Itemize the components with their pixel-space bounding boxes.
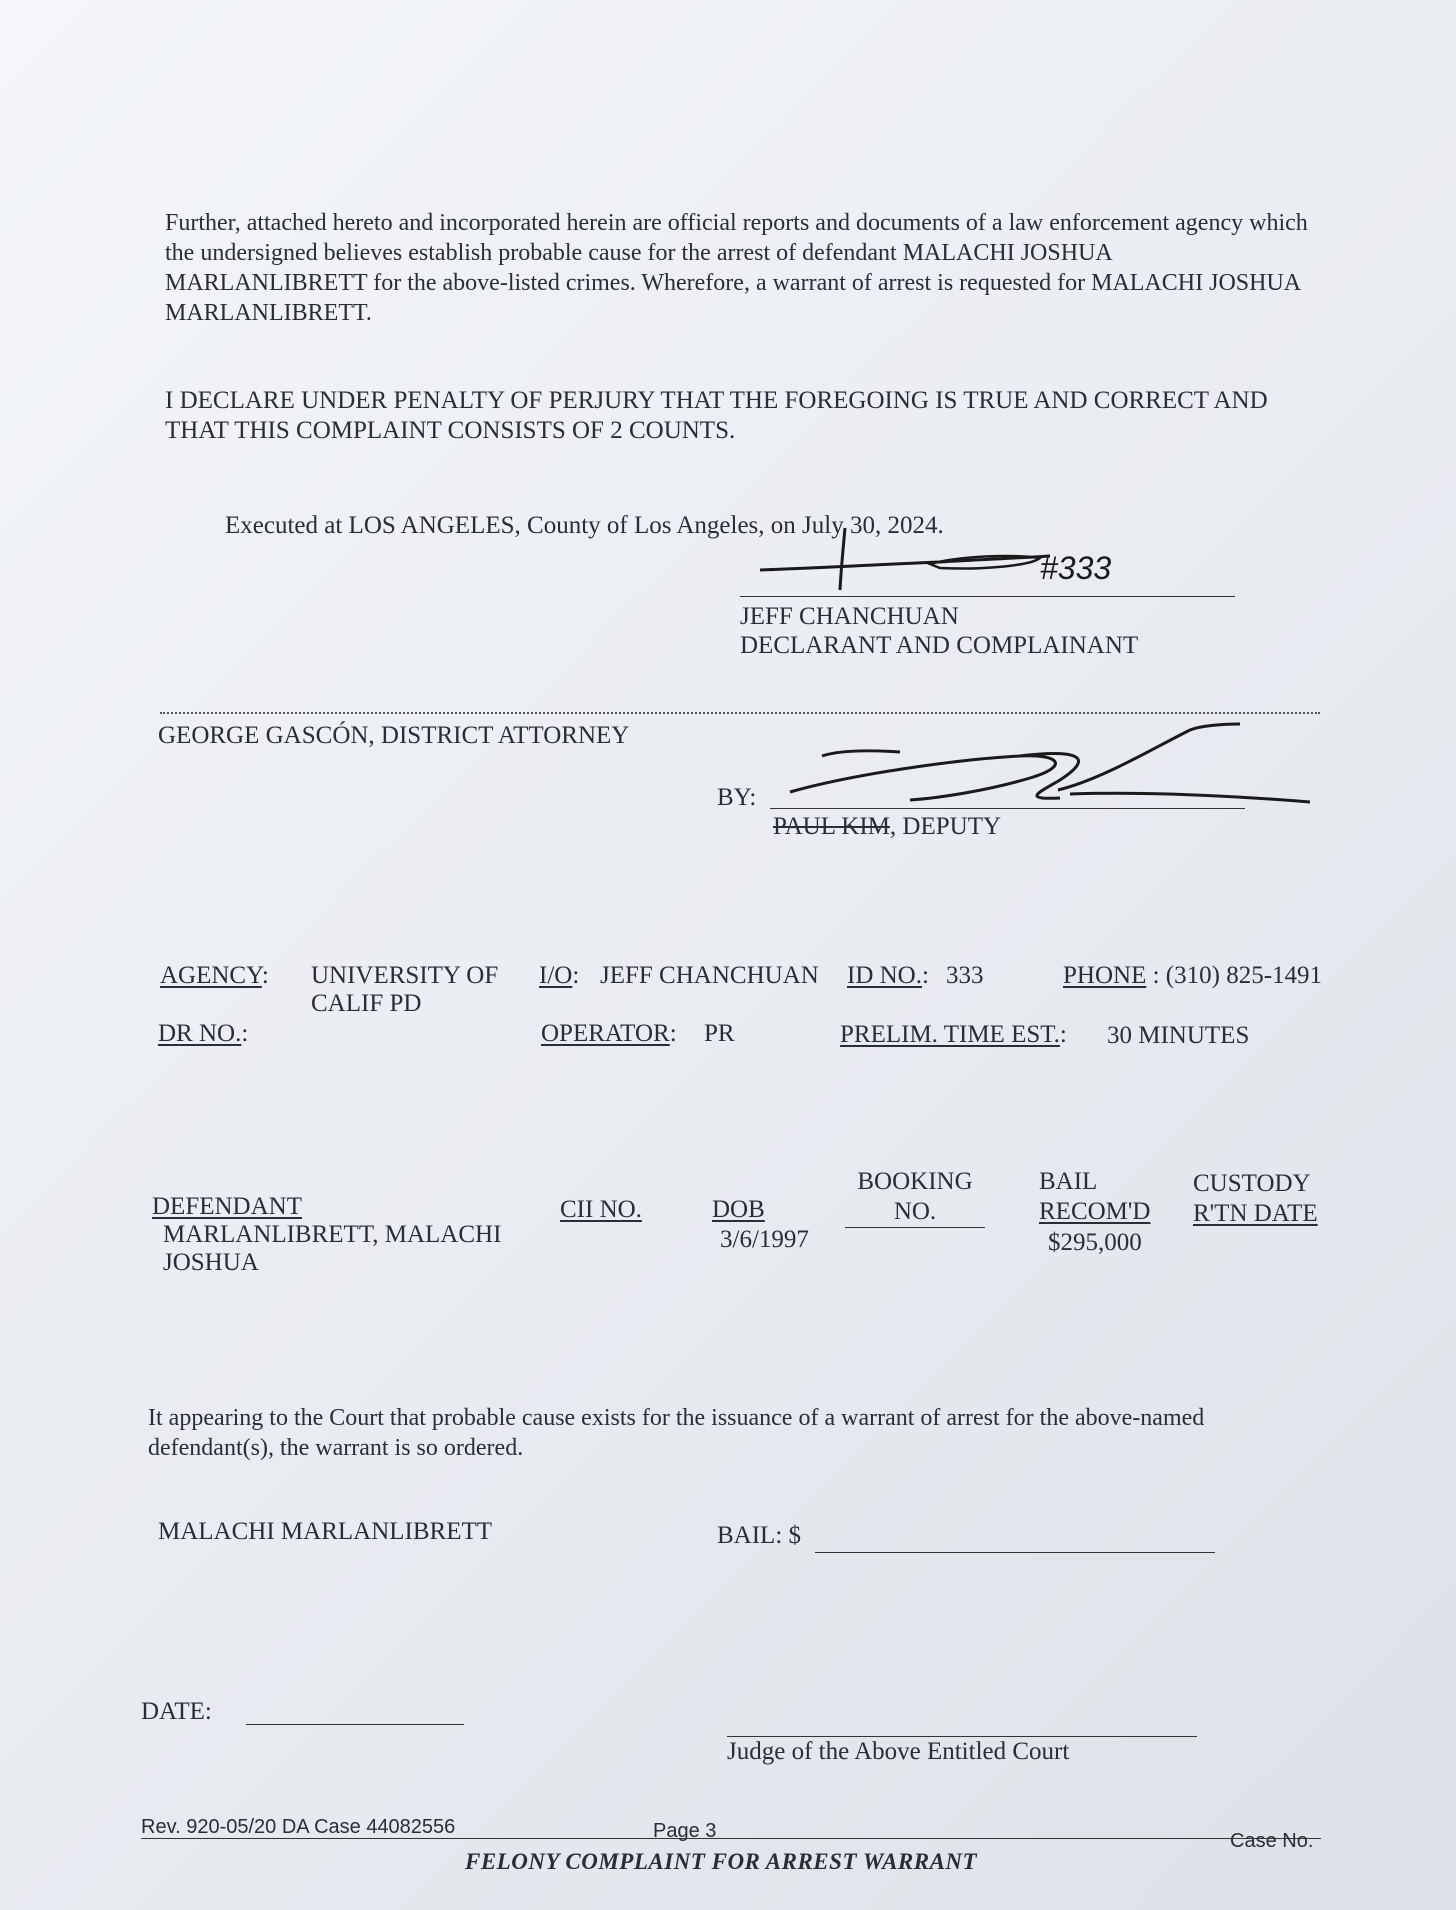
operator-field: OPERATOR: [541, 1020, 677, 1047]
io-field: I/O: [539, 962, 580, 989]
id-label: ID NO. [847, 962, 922, 989]
dr-field: DR NO.: [158, 1020, 249, 1047]
prelim-label: PRELIM. TIME EST. [840, 1021, 1060, 1048]
footer-page: Page 3 [653, 1820, 717, 1842]
judge-label: Judge of the Above Entitled Court [727, 1738, 1070, 1765]
footer-case-no: Case No. [1230, 1830, 1314, 1852]
defendant-name-line2: JOSHUA [163, 1249, 259, 1276]
phone-label: PHONE [1063, 962, 1147, 989]
footer-rule [141, 1838, 1321, 1839]
phone-field: PHONE : (310) 825-1491 [1063, 962, 1323, 989]
order-paragraph: It appearing to the Court that probable cause exists for the issuance of a warrant of arrest for the above-named defendant(s), the warrant is so ordered. [148, 1405, 1205, 1461]
booking-header: BOOKING NO. [845, 1167, 985, 1228]
deputy-signature [770, 720, 1310, 820]
agency-value-line1: UNIVERSITY OF [311, 962, 499, 989]
io-label: I/O [539, 962, 573, 989]
agency-value-line2: CALIF PD [311, 990, 422, 1017]
declarant-name: JEFF CHANCHUAN [740, 603, 959, 630]
defendant-dob: 3/6/1997 [720, 1226, 809, 1253]
cii-header: CII NO. [560, 1196, 642, 1223]
dob-header: DOB [712, 1196, 765, 1223]
operator-label: OPERATOR [541, 1020, 670, 1047]
by-label: BY: [717, 784, 757, 811]
deputy-name-struck: PAUL KIM [773, 813, 890, 840]
id-field: ID NO.: [847, 962, 929, 989]
date-line [246, 1724, 464, 1725]
agency-label: AGENCY [160, 962, 262, 989]
order-defendant-name: MALACHI MARLANLIBRETT [158, 1518, 493, 1545]
io-value: JEFF CHANCHUAN [600, 962, 819, 989]
footer-rev: Rev. 920-05/20 DA Case 44082556 [141, 1816, 456, 1838]
perjury-declaration: I DECLARE UNDER PENALTY OF PERJURY THAT THE FOREGOING IS TRUE AND CORRECT AND THAT THIS COMPLAINT CONSISTS OF 2 COUNTS. [165, 387, 1268, 444]
order-bail-label: BAIL: $ [717, 1522, 802, 1549]
defendant-bail: $295,000 [1048, 1229, 1142, 1256]
footer-form-title: FELONY COMPLAINT FOR ARREST WARRANT [465, 1849, 978, 1874]
declarant-title: DECLARANT AND COMPLAINANT [740, 632, 1139, 659]
agency-field: AGENCY: [160, 962, 269, 989]
defendant-header: DEFENDANT [152, 1193, 302, 1220]
deputy-signature-line [770, 808, 1245, 809]
declarant-signature-line [740, 596, 1235, 597]
id-value: 333 [946, 962, 984, 989]
intro-paragraph: Further, attached hereto and incorporated herein are official reports and documents of a law enforcement agency which the undersigned believes establish probable cause for the arrest of defendant MALACHI JOSHUA MARLANLIBRETT for the above-listed crimes. Wherefore, a warrant of arrest is requested for MALACHI JOSHUA MARLANLIBRETT. [165, 210, 1308, 326]
badge-number-handwritten: #333 [1040, 550, 1112, 586]
deputy-suffix: , DEPUTY [889, 813, 1002, 840]
custody-header: CUSTODY R'TN DATE [1193, 1170, 1318, 1227]
order-bail-line [815, 1552, 1215, 1553]
defendant-name-line1: MARLANLIBRETT, MALACHI [163, 1221, 502, 1248]
prelim-value: 30 MINUTES [1107, 1022, 1250, 1049]
operator-value: PR [704, 1020, 735, 1047]
bail-header: BAIL RECOM'D [1039, 1168, 1151, 1225]
executed-line: Executed at LOS ANGELES, County of Los Angeles, on July 30, 2024. [225, 512, 944, 539]
phone-value: (310) 825-1491 [1165, 962, 1323, 989]
deputy-name [773, 812, 1001, 842]
district-attorney: GEORGE GASCÓN, DISTRICT ATTORNEY [158, 722, 630, 749]
section-separator [160, 712, 1320, 714]
dr-label: DR NO. [158, 1020, 242, 1047]
date-label: DATE: [141, 1698, 212, 1725]
prelim-field: PRELIM. TIME EST.: [840, 1021, 1067, 1048]
